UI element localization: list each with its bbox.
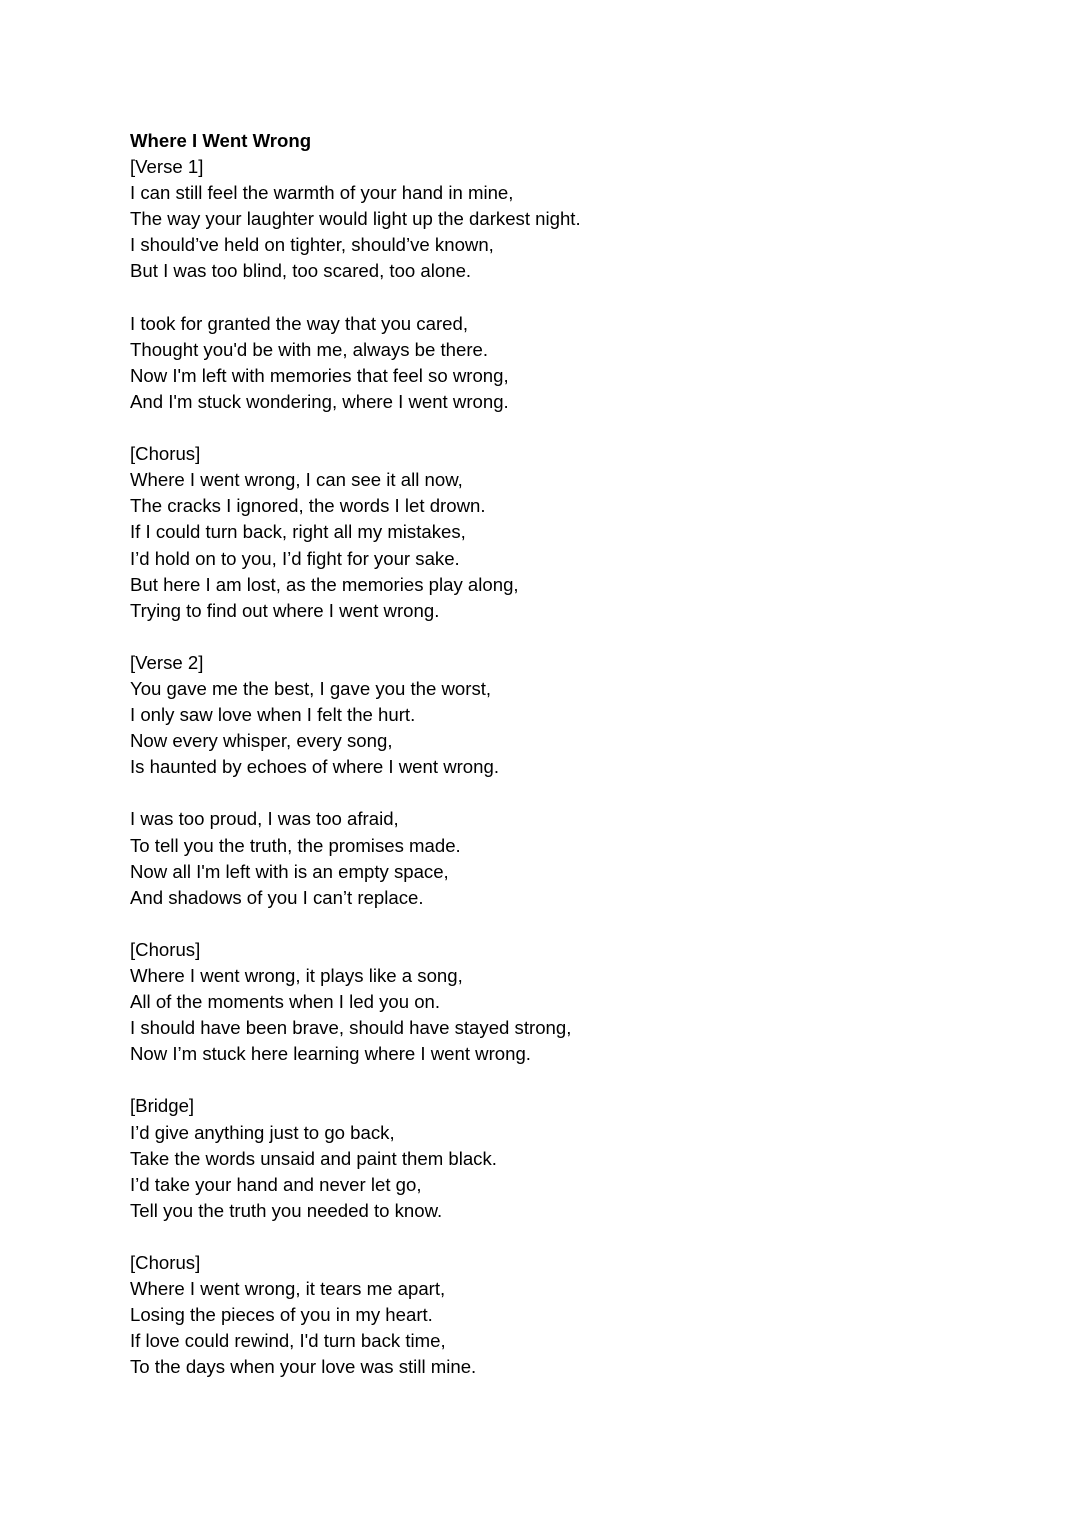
lyric-line: If love could rewind, I'd turn back time, — [130, 1330, 446, 1352]
lyric-line: Take the words unsaid and paint them black. — [130, 1147, 497, 1169]
lyric-line: I’d give anything just to go back, — [130, 1121, 395, 1143]
lyric-line: I’d take your hand and never let go, — [130, 1173, 422, 1195]
lyric-line: To tell you the truth, the promises made. — [130, 834, 461, 856]
lyric-line: Now all I'm left with is an empty space, — [130, 860, 449, 882]
stanza — [130, 806, 581, 910]
lyric-line: Where I went wrong, it plays like a song, — [130, 965, 463, 986]
song-title: Where I Went Wrong — [130, 130, 312, 151]
lyric-line: All of the moments when I led you on. — [130, 991, 441, 1013]
section-label: [Verse 2] — [130, 651, 204, 673]
lyric-line: I took for granted the way that you cared, — [130, 312, 468, 334]
lyric-line: If I could turn back, right all my mistakes, — [130, 521, 466, 543]
lyric-line: Is haunted by echoes of where I went wrong. — [130, 756, 499, 778]
stanza — [130, 650, 581, 780]
stanza — [130, 441, 581, 624]
lyric-line: I should’ve held on tighter, should’ve known, — [130, 234, 494, 256]
lyric-line: Trying to find out where I went wrong. — [130, 599, 440, 621]
stanza — [130, 1250, 581, 1380]
lyric-line: I should have been brave, should have stayed strong, — [130, 1017, 572, 1039]
lyrics — [130, 154, 581, 1380]
lyric-line: And shadows of you I can’t replace. — [130, 886, 424, 908]
lyric-line: But I was too blind, too scared, too alone. — [130, 260, 472, 282]
stanza — [130, 1093, 581, 1223]
lyric-line: Now I’m stuck here learning where I went wrong. — [130, 1043, 531, 1065]
lyric-line: And I'm stuck wondering, where I went wrong. — [130, 390, 509, 412]
lyric-line: Tell you the truth you needed to know. — [130, 1199, 443, 1221]
lyric-line: I was too proud, I was too afraid, — [130, 808, 399, 830]
lyric-line: Thought you'd be with me, always be there. — [130, 338, 489, 360]
lyric-line: Losing the pieces of you in my heart. — [130, 1304, 433, 1326]
lyric-line: Where I went wrong, it tears me apart, — [130, 1278, 446, 1300]
section-label: [Bridge] — [130, 1095, 195, 1117]
lyric-line: I’d hold on to you, I’d fight for your sake. — [130, 547, 460, 569]
stanza — [130, 154, 581, 284]
lyric-line: Now I'm left with memories that feel so wrong, — [130, 364, 509, 386]
lyric-line: You gave me the best, I gave you the worst, — [130, 677, 492, 699]
lyric-line: Where I went wrong, I can see it all now, — [130, 469, 463, 491]
lyric-line: The way your laughter would light up the darkest night. — [130, 208, 581, 230]
lyric-line: To the days when your love was still mine. — [130, 1356, 477, 1378]
section-label: [Chorus] — [130, 443, 201, 465]
document-body — [130, 128, 581, 1407]
lyric-line: I can still feel the warmth of your hand in mine, — [130, 182, 514, 204]
stanza — [130, 311, 581, 415]
lyric-line: But here I am lost, as the memories play along, — [130, 573, 519, 595]
lyric-line: I only saw love when I felt the hurt. — [130, 704, 416, 726]
section-label: [Verse 1] — [130, 156, 204, 178]
lyric-line: Now every whisper, every song, — [130, 730, 393, 752]
lyric-line: The cracks I ignored, the words I let drown. — [130, 495, 486, 517]
section-label: [Chorus] — [130, 938, 201, 960]
section-label: [Chorus] — [130, 1252, 201, 1274]
stanza — [130, 937, 581, 1067]
